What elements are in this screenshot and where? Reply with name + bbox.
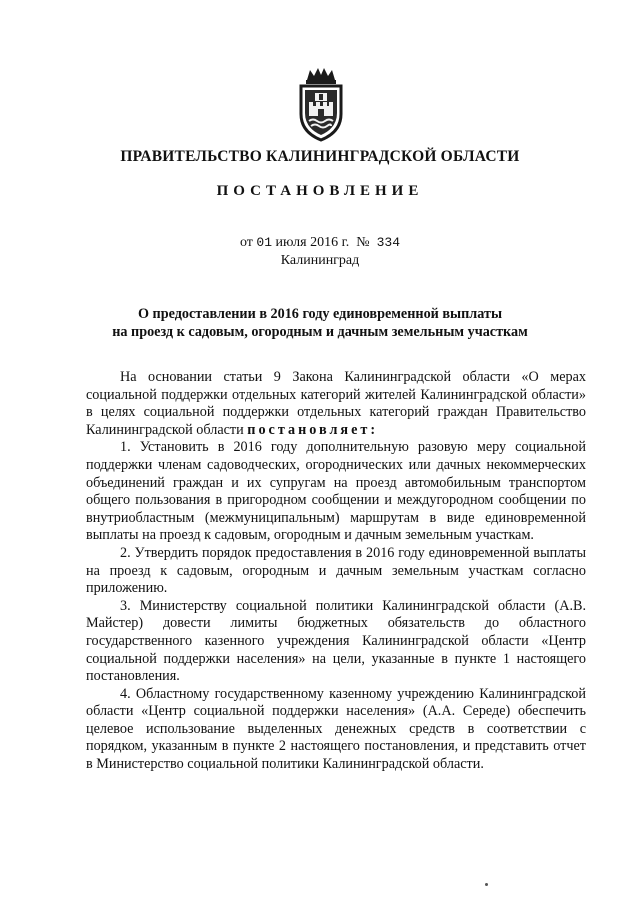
document-number: 334 <box>376 235 400 250</box>
scan-speck <box>485 883 488 886</box>
intro-text: На основании статьи 9 Закона Калининградской области «О мерах социальной поддержки отдельных категорий жителей Калининградской области» в целях социальной поддержки отдельных категорий граждан Правительство Калининградской области <box>86 369 586 438</box>
decree-item: 1. Установить в 2016 году дополнительную разовую меру социальной поддержки членам садоводческих, огороднических или дачных некоммерческих объединений граждан и их супругам на проезд автомобильным транспортом общего пользования в пригородном сообщении и междугородном сообщении по внутриобластным (межмуниципальным) маршрутам в виде единовременной выплаты на проезд к садовым, огородным и дачным земельным участкам. <box>86 439 586 544</box>
document-subject <box>80 305 560 341</box>
decree-item: 2. Утвердить порядок предоставления в 2016 году единовременной выплаты на проезд к садовым, огородным и дачным земельным участкам согласно приложению. <box>86 544 586 597</box>
subject-line: на проезд к садовым, огородным и дачным земельным участкам <box>112 324 528 340</box>
document-body <box>86 369 586 774</box>
document-date-number <box>0 235 640 251</box>
date-month: июля <box>275 235 307 250</box>
date-year: 2016 г. <box>310 235 350 250</box>
kaliningrad-coat-of-arms-icon <box>293 66 349 142</box>
document-type: ПОСТАНОВЛЕНИЕ <box>216 183 424 199</box>
subject-line: О предоставлении в 2016 году единовременной выплаты <box>137 306 503 322</box>
date-day: 01 <box>256 235 273 250</box>
decree-item: 4. Областному государственному казенному учреждению Калининградской области «Центр социальной поддержки населения» (А.А. Середе) обеспечить целевое использование выделенных денежных средств в соответствии с порядком, указанным в пункте 2 настоящего постановления, и представить отчет в Министерство социальной политики Калининградской области. <box>86 685 586 773</box>
decree-word: постановляет: <box>247 421 379 438</box>
number-sign: № <box>356 235 370 250</box>
intro-paragraph <box>86 369 586 439</box>
decree-item: 3. Министерству социальной политики Калининградской области (А.В. Майстер) довести лимиты бюджетных обязательств до областного государственного казенного учреждения Калининградской области «Центр социальной поддержки населения» на цели, указанные в пункте 1 настоящего постановления. <box>86 597 586 685</box>
government-title: ПРАВИТЕЛЬСТВО КАЛИНИНГРАДСКОЙ ОБЛАСТИ <box>120 148 520 165</box>
date-prefix: от <box>239 235 253 250</box>
document-city: Калининград <box>280 253 360 268</box>
